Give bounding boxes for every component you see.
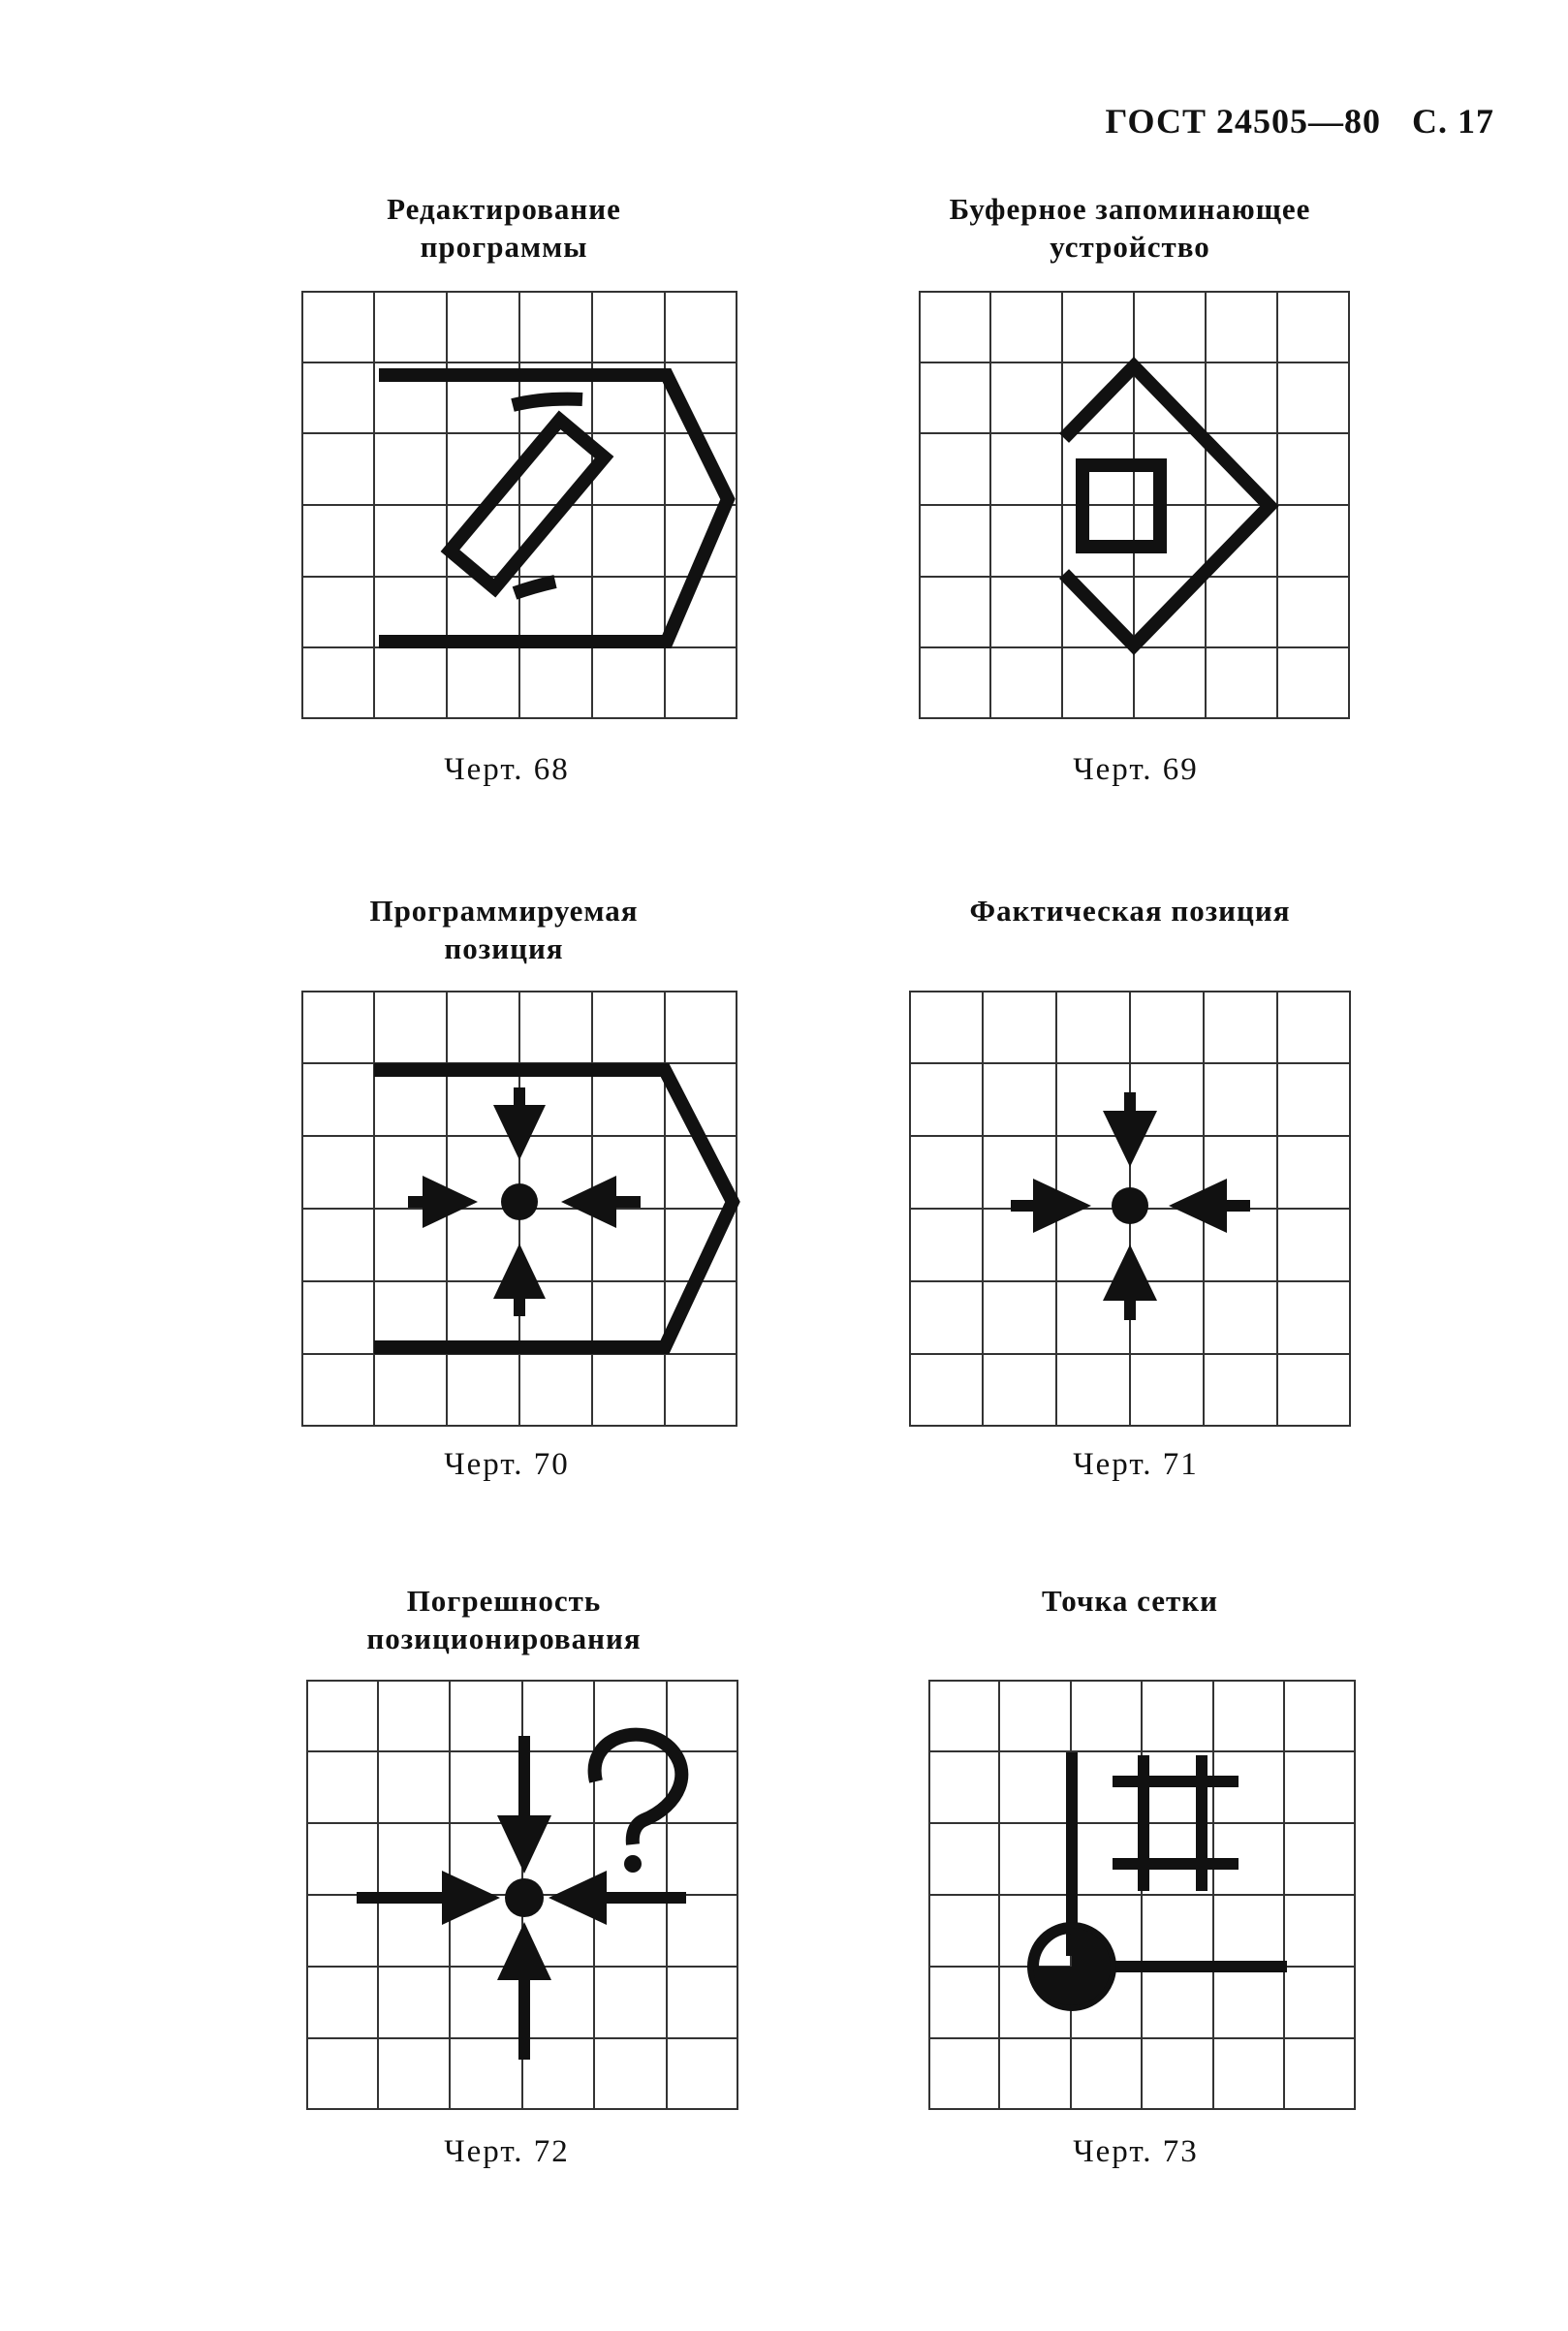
pencil-tail-icon [515,582,555,593]
figure-69-title-line1: Буферное запоминающее [949,192,1311,226]
grid-point-symbol [1033,1752,1287,2005]
pencil-cap-icon [513,399,582,405]
figure-73-drawing [928,1680,1356,2110]
arrow-down-icon [497,1815,551,1874]
positioning-error-symbol [357,1735,686,2060]
grid-point-quadrant-se-icon [1072,1967,1111,2005]
arrow-down-icon [1103,1111,1157,1167]
figure-68-title-line1: Редактирование [387,192,621,226]
figure-68-caption: Черт. 68 [444,752,570,787]
arrow-left-icon [549,1871,607,1925]
figure-71-title-line1: Фактическая позиция [969,894,1291,928]
grid [301,291,737,719]
actual-position-symbol [1011,1092,1250,1320]
standard-number: ГОСТ 24505—80 [1105,102,1381,141]
arrow-up-icon [1103,1244,1157,1301]
page-header [1084,101,1494,142]
program-editing-symbol [379,375,728,642]
figure-71-drawing [909,991,1351,1427]
arrow-up-icon [497,1922,551,1980]
grid [919,291,1350,719]
figure-73-caption: Черт. 73 [1073,2134,1199,2169]
figure-73-title-line1: Точка сетки [1042,1584,1218,1618]
question-mark-dot-icon [624,1855,642,1873]
figure-70-caption: Черт. 70 [444,1447,570,1482]
figure-68-title-line2: программы [420,230,588,264]
figure-71-title [859,892,1401,929]
figure-72-title [233,1582,775,1657]
grid-point-quadrant-sw-icon [1033,1967,1072,2005]
figure-69-caption: Черт. 69 [1073,752,1199,787]
arrow-up-icon [493,1244,546,1299]
arrow-right-icon [442,1871,500,1925]
figure-69-title [859,190,1401,266]
figure-71-caption: Черт. 71 [1073,1447,1199,1482]
figure-70-title [233,892,775,967]
center-point-icon [505,1878,544,1917]
center-point-icon [1112,1187,1148,1224]
figure-72-drawing [306,1680,738,2110]
figure-70-title-line2: позиция [444,931,564,965]
figure-72-title-line2: позиционирования [366,1622,642,1655]
figure-70-title-line1: Программируемая [369,894,639,928]
figure-69-drawing [919,291,1350,719]
figure-68-title [233,190,775,266]
figure-72-title-line1: Погрешность [406,1584,602,1618]
grid-point-quadrant-ne-icon [1072,1928,1111,1967]
arrow-down-icon [493,1105,546,1160]
arrow-left-icon [561,1176,616,1228]
arrow-right-icon [423,1176,478,1228]
figure-73-title [859,1582,1401,1620]
figure-68-drawing [301,291,737,719]
arrow-right-icon [1033,1179,1091,1233]
figure-69-title-line2: устройство [1050,230,1210,264]
grid [928,1680,1356,2110]
figure-72-caption: Черт. 72 [444,2134,570,2169]
arrow-left-icon [1169,1179,1227,1233]
page-number: С. 17 [1412,102,1494,141]
figure-70-drawing [301,991,737,1427]
center-point-icon [501,1183,538,1220]
